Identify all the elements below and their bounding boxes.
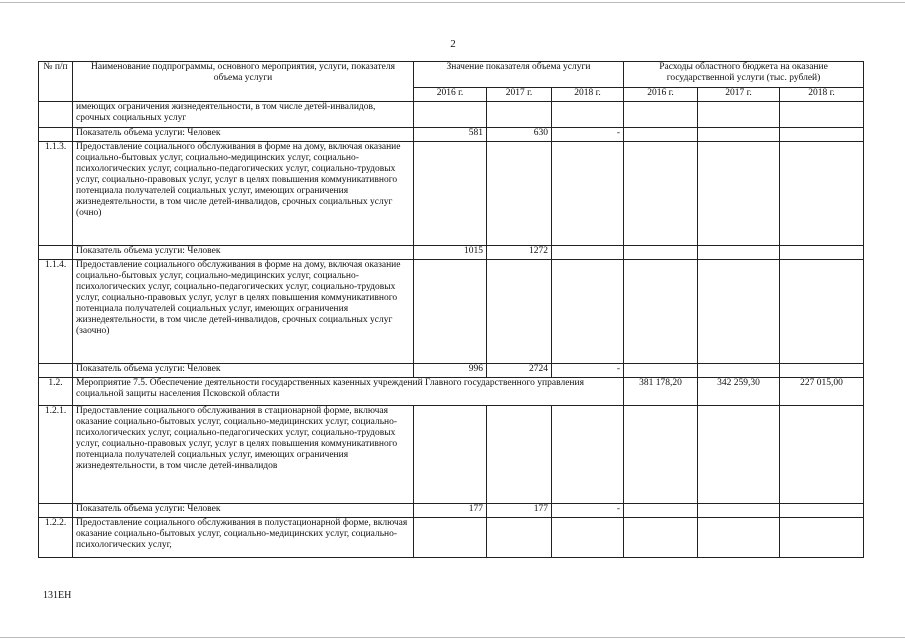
expense-2017	[698, 246, 780, 260]
header-year-expense-2016: 2016 г.	[624, 88, 698, 102]
value-2018	[552, 406, 624, 504]
value-2016: 1015	[414, 246, 487, 260]
expense-2017	[698, 364, 780, 378]
row-number	[39, 128, 73, 142]
page-number: 2	[450, 38, 456, 50]
value-2018	[552, 102, 624, 128]
expense-2016	[624, 504, 698, 518]
header-year-value-2016: 2016 г.	[414, 88, 487, 102]
expense-2018	[780, 518, 864, 558]
scan-edge-top	[0, 2, 905, 3]
row-number: 1.2.	[39, 378, 73, 406]
value-2018: -	[552, 504, 624, 518]
value-2018	[552, 142, 624, 246]
row-number: 1.2.1.	[39, 406, 73, 504]
row-description: Мероприятие 7.5. Обеспечение деятельности государственных казенных учреждений Главного государственного управления социальной защиты населения Псковской области	[73, 378, 624, 406]
table-row	[39, 246, 864, 260]
value-2016: 177	[414, 504, 487, 518]
table-row	[39, 504, 864, 518]
scan-edge-bottom	[0, 637, 905, 638]
value-2018: -	[552, 364, 624, 378]
expense-2018	[780, 260, 864, 364]
value-2018	[552, 246, 624, 260]
value-2018	[552, 518, 624, 558]
table-row	[39, 518, 864, 558]
row-number	[39, 246, 73, 260]
expense-2017	[698, 260, 780, 364]
header-year-expense-2017: 2017 г.	[698, 88, 780, 102]
table-row	[39, 102, 864, 128]
expense-2016	[624, 260, 698, 364]
expense-2018	[780, 102, 864, 128]
row-number	[39, 102, 73, 128]
value-2016: 581	[414, 128, 487, 142]
expense-2018	[780, 128, 864, 142]
header-year-value-2017: 2017 г.	[487, 88, 552, 102]
expense-2016	[624, 246, 698, 260]
row-description: Предоставление социального обслуживания в форме на дому, включая оказание социально-бытовых услуг, социально-медицинских услуг, социально-психологических услуг, социально-педагогических услуг, социально-трудовых услуг, социально-правовых услуг, услуг в целях повышения коммуникативного потенциала получателей социальных услуг, имеющих ограничения жизнедеятельности, в том числе детей-инвалидов, срочных социальных услуг (очно)	[73, 142, 414, 246]
expense-2018	[780, 504, 864, 518]
row-number	[39, 504, 73, 518]
value-2016	[414, 260, 487, 364]
value-2017: 1272	[487, 246, 552, 260]
header-name: Наименование подпрограммы, основного мероприятия, услуги, показателя объема услуги	[73, 62, 414, 102]
expense-2017	[698, 406, 780, 504]
expense-2018: 227 015,00	[780, 378, 864, 406]
value-2017	[487, 260, 552, 364]
value-2016	[414, 142, 487, 246]
expense-2016	[624, 142, 698, 246]
row-number: 1.2.2.	[39, 518, 73, 558]
value-2017	[487, 142, 552, 246]
expense-2016	[624, 102, 698, 128]
value-2016: 996	[414, 364, 487, 378]
expense-2018	[780, 142, 864, 246]
expense-2017	[698, 128, 780, 142]
expense-2016: 381 178,20	[624, 378, 698, 406]
table-row	[39, 260, 864, 364]
row-description: Предоставление социального обслуживания в форме на дому, включая оказание социально-бытовых услуг, социально-медицинских услуг, социально-психологических услуг, социально-педагогических услуг, социально-трудовых услуг, социально-правовых услуг, услуг в целях повышения коммуникативного потенциала получателей социальных услуг, имеющих ограничения жизнедеятельности, в том числе детей-инвалидов, срочных социальных услуг (заочно)	[73, 260, 414, 364]
expense-2016	[624, 518, 698, 558]
value-2017: 2724	[487, 364, 552, 378]
expense-2018	[780, 406, 864, 504]
expense-2017	[698, 142, 780, 246]
expense-2017	[698, 102, 780, 128]
row-description: Показатель объема услуги: Человек	[73, 246, 414, 260]
table-row	[39, 128, 864, 142]
expense-2017: 342 259,30	[698, 378, 780, 406]
table-row	[39, 406, 864, 504]
value-2016	[414, 102, 487, 128]
row-description: Предоставление социального обслуживания в стационарной форме, включая оказание социально-бытовых услуг, социально-медицинских услуг, социально-психологических услуг, социально-педагогических услуг, социально-трудовых услуг, социально-правовых услуг, услуг в целях повышения коммуникативного потенциала получателей социальных услуг, имеющих ограничения жизнедеятельности, в том числе детей-инвалидов	[73, 406, 414, 504]
row-number: 1.1.3.	[39, 142, 73, 246]
row-description: Показатель объема услуги: Человек	[73, 364, 414, 378]
value-2017	[487, 518, 552, 558]
value-2017	[487, 406, 552, 504]
row-number: 1.1.4.	[39, 260, 73, 364]
header-row	[39, 62, 864, 88]
expense-2017	[698, 504, 780, 518]
expense-2018	[780, 364, 864, 378]
value-2017	[487, 102, 552, 128]
row-description: имеющих ограничения жизнедеятельности, в том числе детей-инвалидов, срочных социальных услуг	[73, 102, 414, 128]
expense-2018	[780, 246, 864, 260]
value-2017: 177	[487, 504, 552, 518]
value-2016	[414, 518, 487, 558]
table-row	[39, 364, 864, 378]
header-values: Значение показателя объема услуги	[414, 62, 624, 88]
row-description: Предоставление социального обслуживания в полустационарной форме, включая оказание социально-бытовых услуг, социально-медицинских услуг, социально-психологических услуг,	[73, 518, 414, 558]
expense-2016	[624, 128, 698, 142]
expense-2017	[698, 518, 780, 558]
header-expenses: Расходы областного бюджета на оказание государственной услуги (тыс. рублей)	[624, 62, 864, 88]
row-description: Показатель объема услуги: Человек	[73, 504, 414, 518]
value-2016	[414, 406, 487, 504]
value-2018	[552, 260, 624, 364]
expense-2016	[624, 406, 698, 504]
header-year-value-2018: 2018 г.	[552, 88, 624, 102]
row-number	[39, 364, 73, 378]
program-table	[38, 61, 864, 558]
header-year-expense-2018: 2018 г.	[780, 88, 864, 102]
table-row	[39, 378, 864, 406]
table-row	[39, 142, 864, 246]
value-2017: 630	[487, 128, 552, 142]
row-description: Показатель объема услуги: Человек	[73, 128, 414, 142]
header-num: № п/п	[39, 62, 73, 102]
expense-2016	[624, 364, 698, 378]
value-2018: -	[552, 128, 624, 142]
document-code-stamp: 131ЕН	[43, 590, 72, 601]
